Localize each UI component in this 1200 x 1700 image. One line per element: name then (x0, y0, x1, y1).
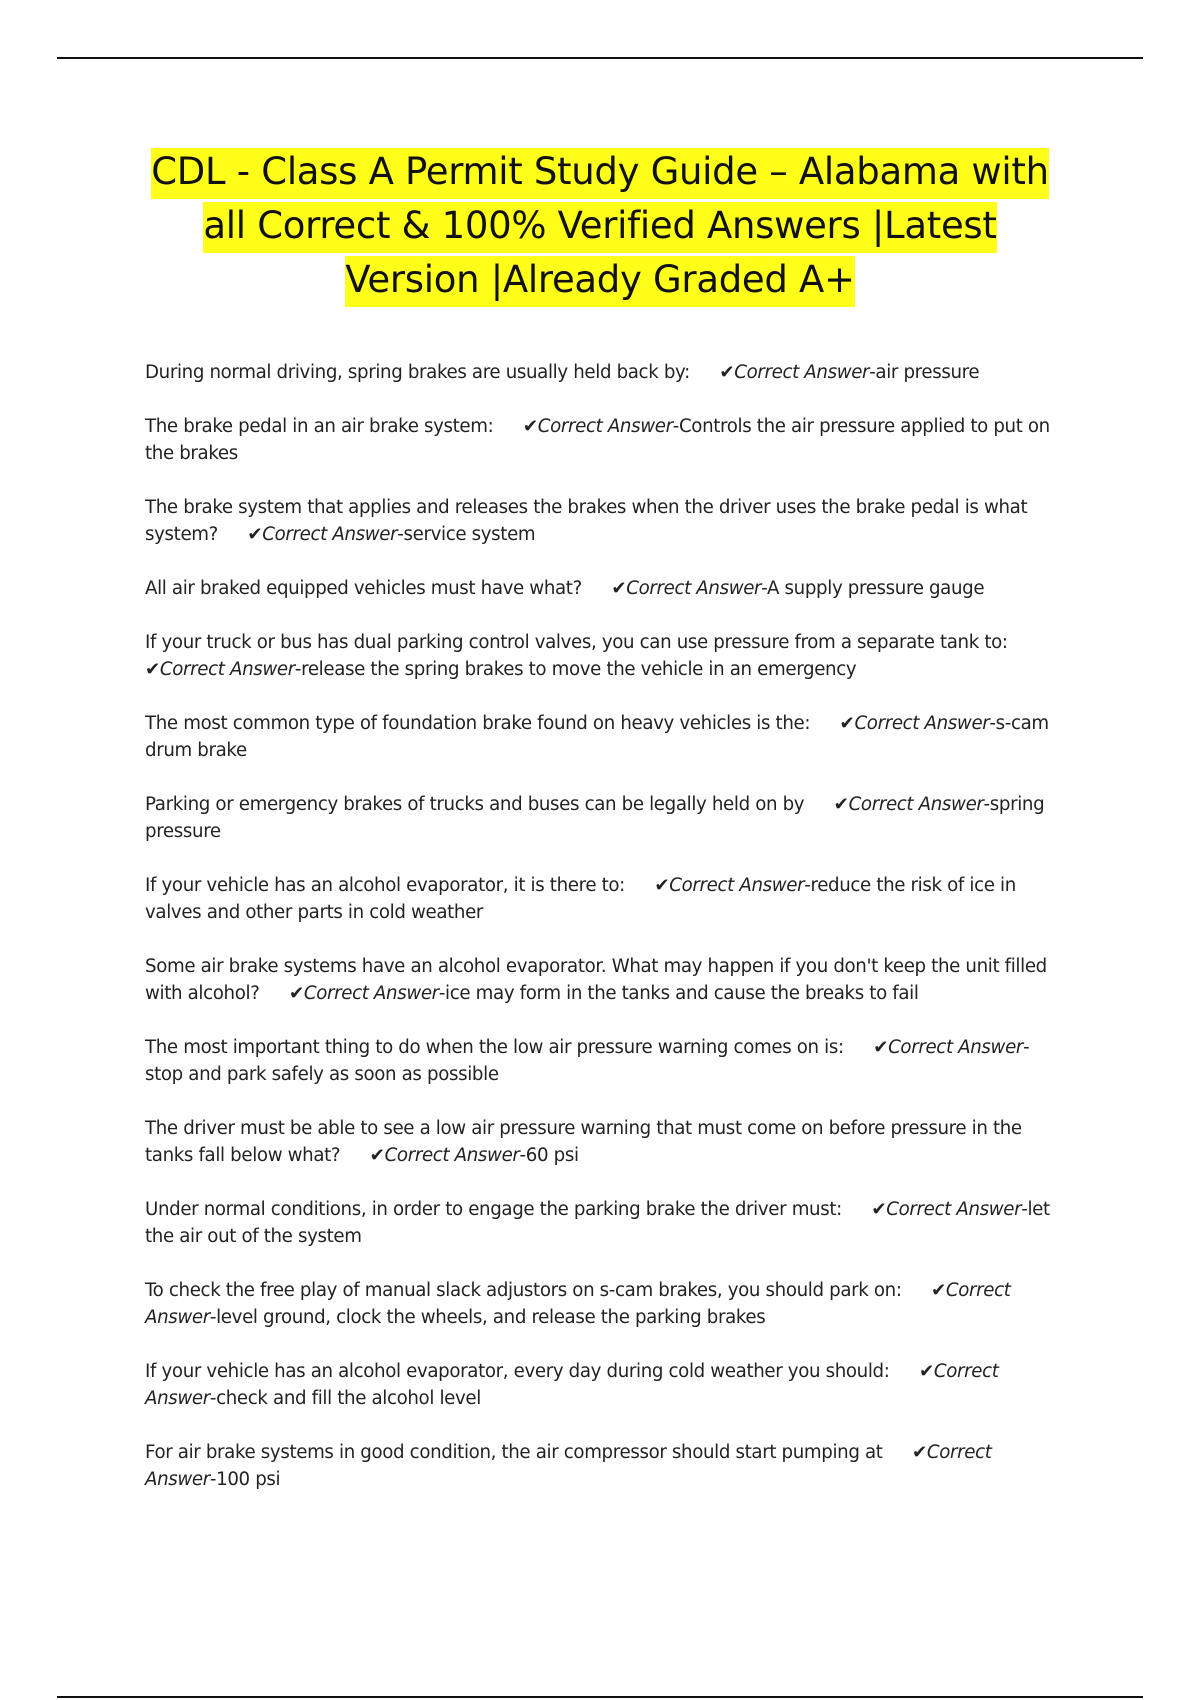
correct-answer-label: Correct Answer (159, 659, 295, 680)
correct-answer-label: Correct Answer (626, 578, 762, 599)
qa-item (145, 413, 1055, 467)
answer-separator: - (983, 794, 990, 815)
question-text: Parking or emergency brakes of trucks and buses can be legally held on by (145, 794, 805, 815)
answer-separator: - (209, 1469, 217, 1490)
title-line-1: CDL - Class A Permit Study Guide – Alabama with (151, 148, 1048, 199)
qa-item (145, 1439, 1055, 1493)
checkmark-icon: ✔ (918, 1361, 934, 1382)
qa-item (145, 953, 1055, 1007)
question-text: During normal driving, spring brakes are usually held back by: (145, 362, 690, 383)
answer-separator: - (989, 713, 996, 734)
qa-item (145, 1034, 1055, 1088)
answer-text: release the spring brakes to move the vehicle in an emergency (301, 659, 857, 680)
checkmark-icon: ✔ (522, 416, 538, 437)
qa-item (145, 1277, 1055, 1331)
qa-item (145, 359, 1055, 386)
checkmark-icon: ✔ (833, 794, 849, 815)
answer-text: 100 psi (216, 1469, 281, 1490)
question-text: To check the free play of manual slack adjustors on s-cam brakes, you should park on: (145, 1280, 902, 1301)
question-text: The brake system that applies and releases the brakes when the driver uses the brake pedal is what system? (145, 497, 1028, 545)
answer-separator: - (869, 362, 876, 383)
answer-separator: - (519, 1145, 526, 1166)
checkmark-icon: ✔ (719, 362, 735, 383)
question-text: Some air brake systems have an alcohol evaporator. What may happen if you don't keep the unit filled with alcohol? (145, 956, 1047, 1004)
qa-item (145, 710, 1055, 764)
correct-answer-label: Correct Answer (145, 1361, 999, 1409)
correct-answer-label: Correct Answer (734, 362, 870, 383)
checkmark-icon: ✔ (654, 875, 670, 896)
answer-text: stop and park safely as soon as possible (145, 1064, 499, 1085)
answer-text: 60 psi (525, 1145, 579, 1166)
answer-text: air pressure (875, 362, 980, 383)
question-text: The brake pedal in an air brake system: (145, 416, 494, 437)
correct-answer-label: Correct Answer (262, 524, 398, 545)
answer-text: Controls the air pressure applied to put on the brakes (145, 416, 1050, 464)
correct-answer-label: Correct Answer (145, 1280, 1011, 1328)
title-line-2: all Correct & 100% Verified Answers |Latest (203, 202, 996, 253)
answer-separator: - (761, 578, 768, 599)
correct-answer-label: Correct Answer (888, 1037, 1024, 1058)
title-line-3: Version |Already Graded A+ (345, 256, 854, 307)
answer-text: A supply pressure gauge (767, 578, 985, 599)
answer-separator: - (397, 524, 404, 545)
question-text: The most important thing to do when the low air pressure warning comes on is: (145, 1037, 844, 1058)
correct-answer-label: Correct Answer (848, 794, 984, 815)
answer-separator: - (209, 1307, 217, 1328)
answer-text: level ground, clock the wheels, and release the parking brakes (216, 1307, 766, 1328)
correct-answer-label: Correct Answer (303, 983, 439, 1004)
qa-item (145, 1358, 1055, 1412)
qa-item (145, 1115, 1055, 1169)
answer-separator: - (294, 659, 302, 680)
checkmark-icon: ✔ (247, 524, 263, 545)
answer-separator: - (1023, 1037, 1030, 1058)
question-text: If your vehicle has an alcohol evaporator, it is there to: (145, 875, 625, 896)
answer-text: service system (403, 524, 536, 545)
checkmark-icon: ✔ (912, 1442, 927, 1463)
correct-answer-label: Correct Answer (886, 1199, 1022, 1220)
answer-text: check and fill the alcohol level (216, 1388, 481, 1409)
answer-text: s-cam drum brake (145, 713, 1049, 761)
correct-answer-label: Correct Answer (537, 416, 673, 437)
answer-separator: - (1021, 1199, 1028, 1220)
answer-separator: - (804, 875, 811, 896)
question-text: Under normal conditions, in order to engage the parking brake the driver must: (145, 1199, 842, 1220)
qa-item (145, 629, 1055, 683)
qa-item (145, 1196, 1055, 1250)
question-text: All air braked equipped vehicles must have what? (145, 578, 582, 599)
question-text: The driver must be able to see a low air pressure warning that must come on before pressure in the tanks fall below what? (145, 1118, 1022, 1166)
correct-answer-label: Correct Answer (145, 1442, 992, 1490)
answer-separator: - (209, 1388, 217, 1409)
checkmark-icon: ✔ (871, 1199, 887, 1220)
checkmark-icon: ✔ (369, 1145, 385, 1166)
qa-item (145, 872, 1055, 926)
question-text: If your truck or bus has dual parking control valves, you can use pressure from a separate tank to: (145, 632, 1008, 653)
question-answer-list (145, 359, 1055, 1520)
qa-item (145, 791, 1055, 845)
correct-answer-label: Correct Answer (669, 875, 805, 896)
answer-text: ice may form in the tanks and cause the breaks to fail (445, 983, 919, 1004)
checkmark-icon: ✔ (145, 659, 160, 680)
page-title (120, 145, 1080, 307)
answer-separator: - (438, 983, 446, 1004)
answer-separator: - (672, 416, 679, 437)
question-text: The most common type of foundation brake found on heavy vehicles is the: (145, 713, 811, 734)
correct-answer-label: Correct Answer (854, 713, 990, 734)
checkmark-icon: ✔ (873, 1037, 889, 1058)
checkmark-icon: ✔ (839, 713, 855, 734)
bottom-rule (57, 1696, 1143, 1698)
answer-text: reduce the risk of ice in valves and other parts in cold weather (145, 875, 1016, 923)
qa-item (145, 494, 1055, 548)
answer-text: let the air out of the system (145, 1199, 1050, 1247)
checkmark-icon: ✔ (931, 1280, 946, 1301)
checkmark-icon: ✔ (288, 983, 304, 1004)
correct-answer-label: Correct Answer (384, 1145, 520, 1166)
question-text: If your vehicle has an alcohol evaporator, every day during cold weather you should: (145, 1361, 890, 1382)
question-text: For air brake systems in good condition, the air compressor should start pumping at (145, 1442, 883, 1463)
checkmark-icon: ✔ (611, 578, 627, 599)
qa-item (145, 575, 1055, 602)
top-rule (57, 57, 1143, 59)
answer-text: spring pressure (145, 794, 1045, 842)
